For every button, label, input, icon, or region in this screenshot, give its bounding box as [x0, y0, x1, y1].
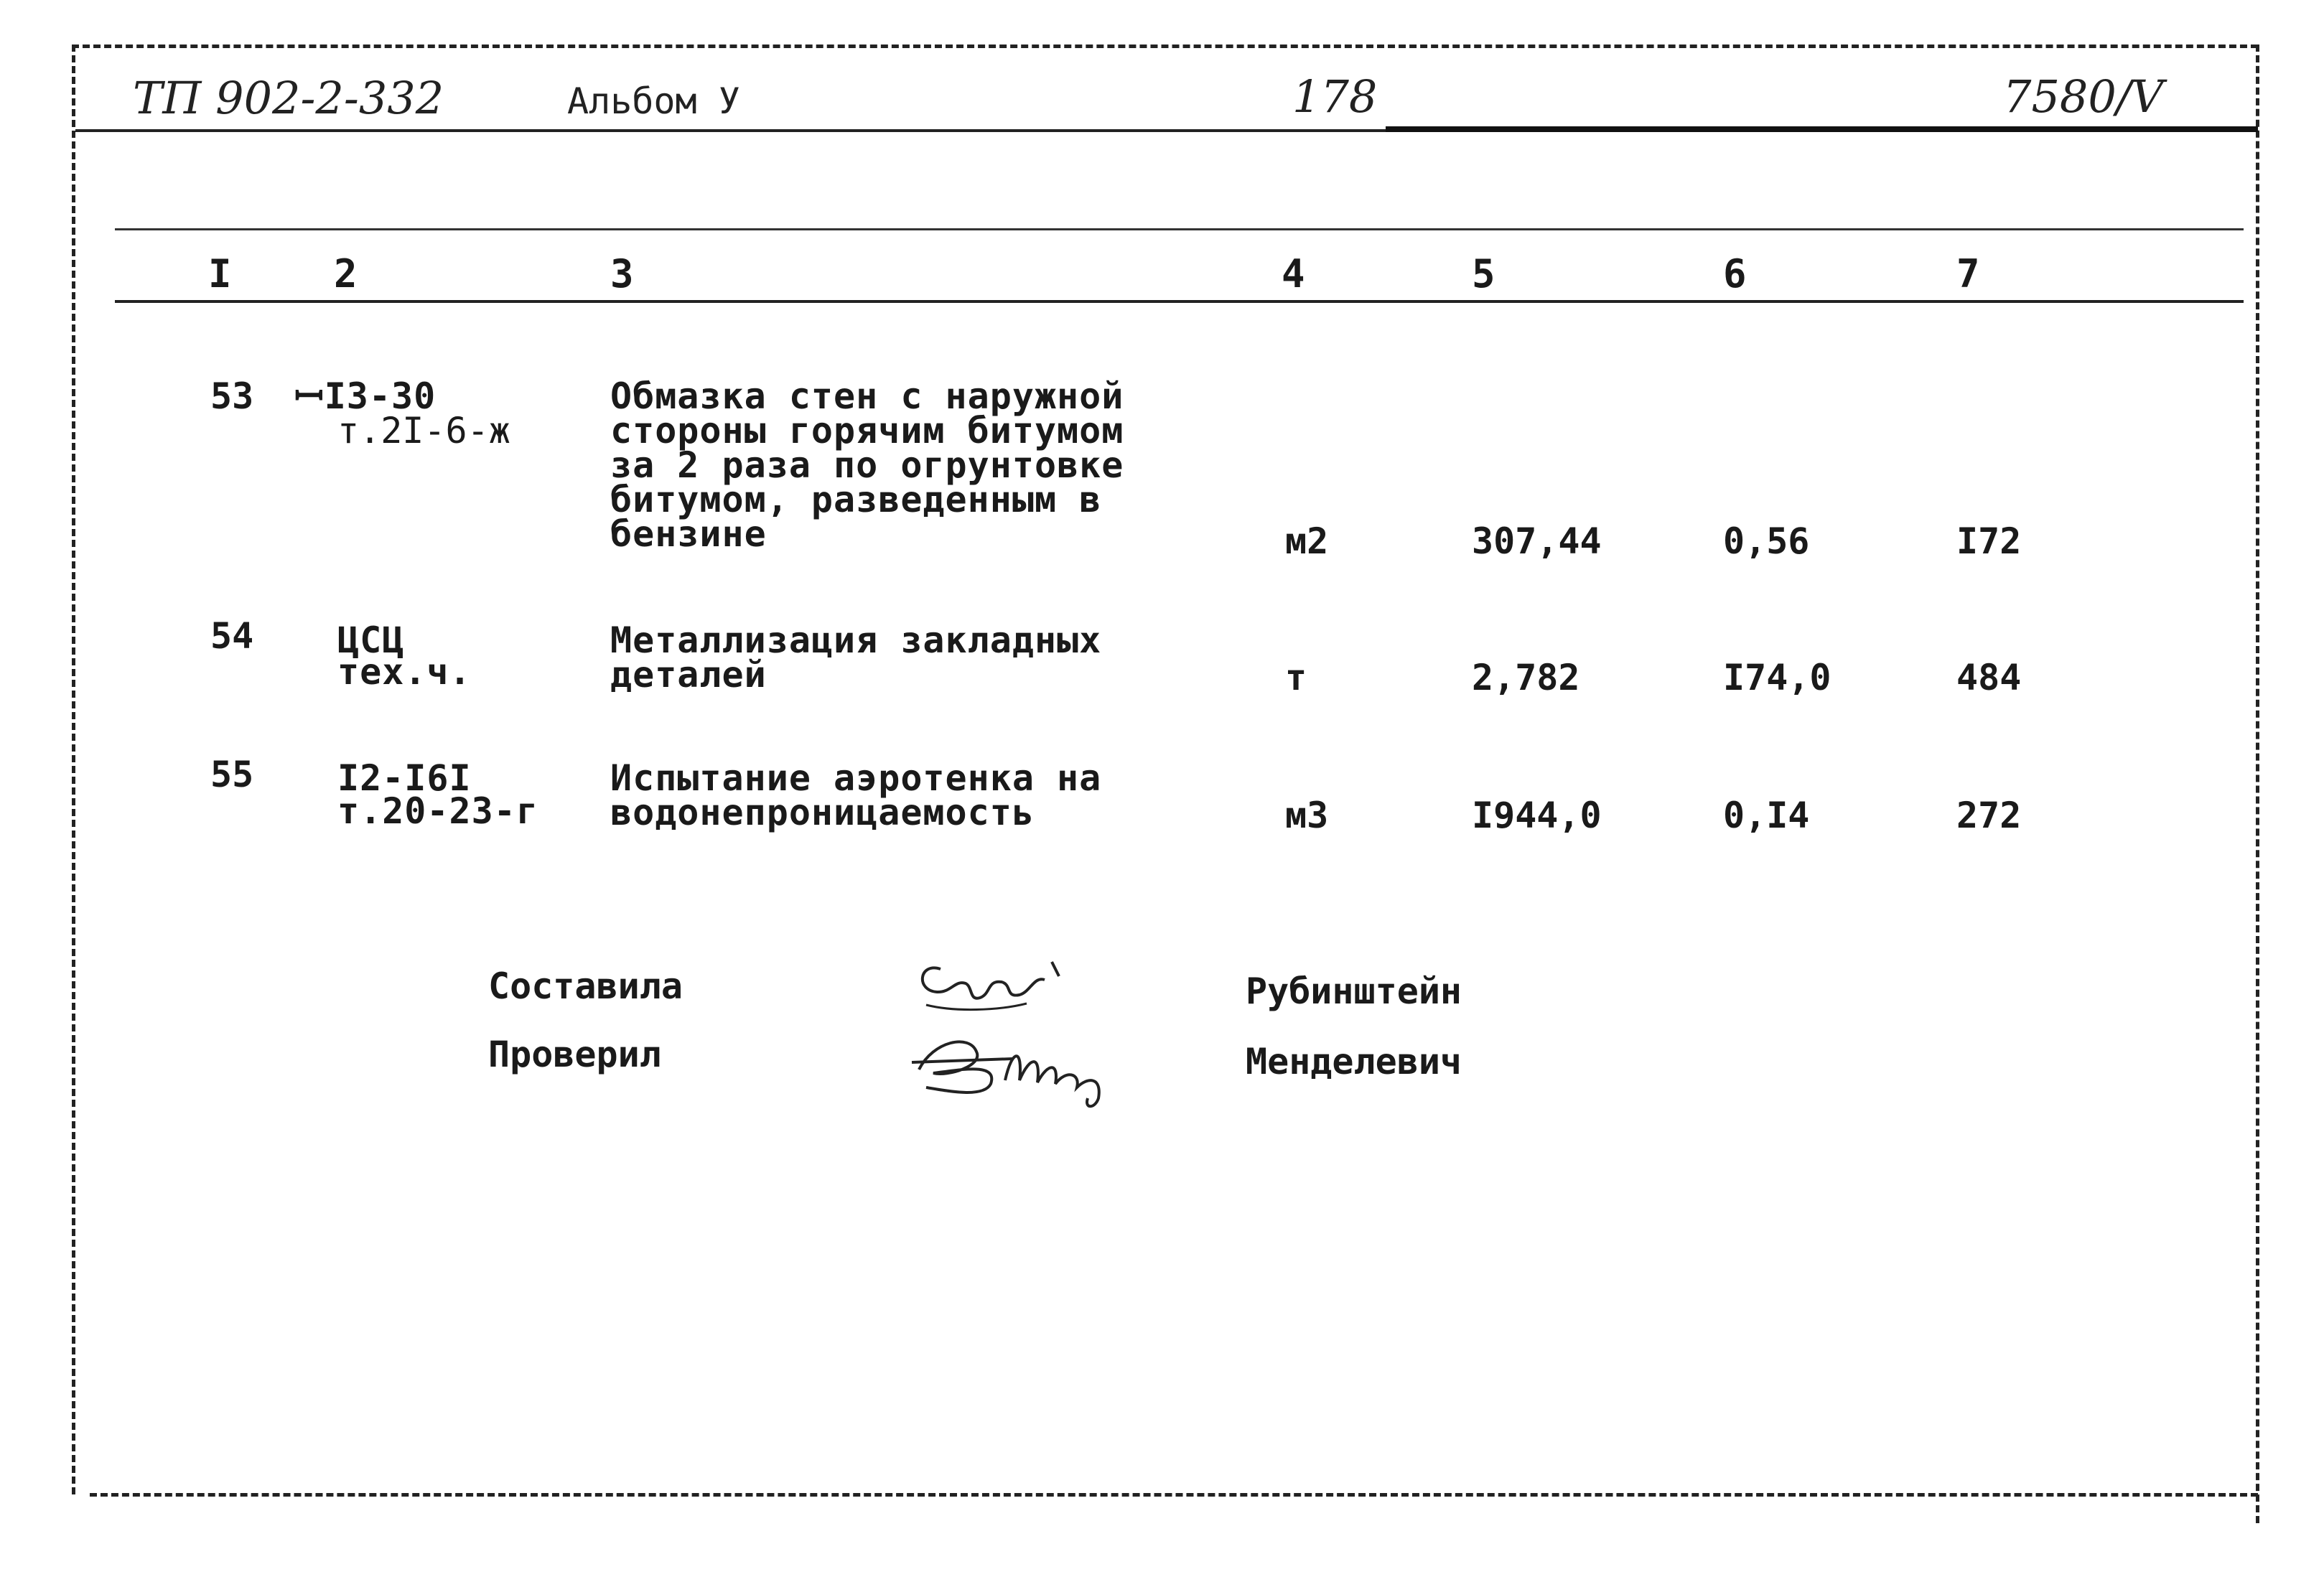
page-number: 178 — [1292, 70, 1378, 123]
row-rate: 0,I4 — [1723, 795, 1810, 836]
compiled-by-label: Составила — [488, 965, 683, 1007]
row-total: 484 — [1956, 657, 2022, 698]
row-quantity: I944,0 — [1472, 795, 1602, 836]
row-unit: м3 — [1285, 795, 1329, 836]
row-quantity: 2,782 — [1472, 657, 1580, 698]
column-header-3: 3 — [610, 251, 634, 296]
album-label: Альбом У — [567, 80, 740, 122]
column-header-7: 7 — [1956, 251, 1980, 296]
row-rate: I74,0 — [1723, 657, 1831, 698]
frame-bottom-border — [90, 1493, 2258, 1497]
project-code: ТП 902-2-332 — [133, 72, 444, 124]
column-header-2: 2 — [334, 251, 358, 296]
column-header-5: 5 — [1472, 251, 1495, 296]
checked-by-label: Проверил — [488, 1034, 661, 1075]
compiler-signature — [912, 947, 1127, 1026]
column-header-top-rule — [115, 228, 2244, 230]
frame-left-border — [72, 45, 75, 1494]
inventory-number: 7580/V — [2003, 70, 2164, 123]
column-header-4: 4 — [1282, 251, 1305, 296]
header-rule-thick — [1386, 126, 2258, 132]
row-unit: т — [1285, 657, 1307, 698]
row-number: 53 — [210, 375, 254, 417]
checker-signature — [905, 1019, 1142, 1113]
row-description: Обмазка стен с наружной стороны горячим битумом за 2 раза по огрунтовке битумом, разведенным в бензине — [610, 375, 1124, 555]
row-number: 55 — [210, 754, 254, 795]
row-code-table: т.20-23-г — [337, 790, 538, 832]
row-number: 54 — [210, 615, 254, 657]
row-rate: 0,56 — [1723, 520, 1810, 562]
column-header-6: 6 — [1723, 251, 1747, 296]
frame-top-border — [72, 45, 2258, 48]
column-header-bottom-rule — [115, 300, 2244, 303]
frame-right-border — [2256, 45, 2259, 1523]
row-unit: м2 — [1285, 520, 1329, 562]
row-total: I72 — [1956, 520, 2022, 562]
compiled-by-name: Рубинштейн — [1246, 970, 1462, 1012]
row-total: 272 — [1956, 795, 2022, 836]
row-description: Испытание аэротенка на водонепроницаемость — [610, 757, 1102, 833]
row-code-table: т.2I-6-ж — [337, 410, 510, 451]
row-code-table: тех.ч. — [337, 651, 472, 693]
row-code: I2-I6I — [337, 757, 472, 799]
row-description: Металлизация закладных деталей — [610, 619, 1102, 696]
row-code: ЦСЦ — [337, 619, 405, 661]
row-quantity: 307,44 — [1472, 520, 1602, 562]
checked-by-name: Менделевич — [1246, 1041, 1462, 1082]
column-header-1: I — [208, 251, 232, 296]
row-code: ꟷI3-30 — [294, 375, 437, 417]
